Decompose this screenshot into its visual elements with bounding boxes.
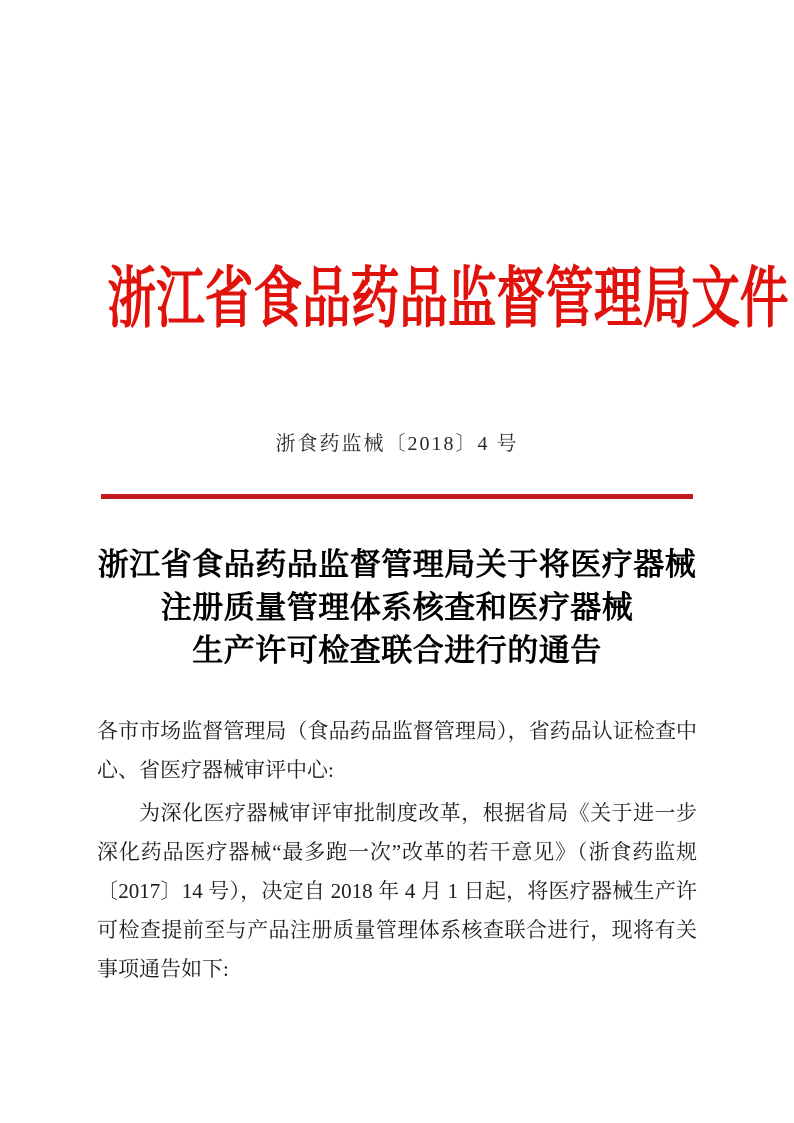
document-number: 浙食药监械〔2018〕4 号 <box>275 433 519 455</box>
document-body <box>97 712 697 989</box>
main-paragraph: 为深化医疗器械审评审批制度改革，根据省局《关于进一步深化药品医疗器械“最多跑一次”改革的若干意见》（浙食药监规〔2017〕14 号），决定自 2018 年 4 月 1 日起，将医疗器械生产许可检查提前至与产品注册质量管理体系核查联合进行，现将有关事项通告如下: <box>97 801 697 981</box>
notice-title-line-1: 浙江省食品药品监督管理局关于将医疗器械 <box>97 547 697 582</box>
notice-title-line-2: 注册质量管理体系核查和医疗器械 <box>160 590 634 625</box>
notice-title <box>0 543 794 672</box>
letterhead-org-title: 浙江省食品药品监督管理局文件 <box>107 261 789 336</box>
letterhead <box>0 261 794 336</box>
red-divider-rule <box>101 494 693 499</box>
salutation-paragraph: 各市市场监督管理局（食品药品监督管理局），省药品认证检查中心、省医疗器械审评中心: <box>97 719 697 782</box>
notice-title-line-3: 生产许可检查联合进行的通告 <box>192 633 602 668</box>
